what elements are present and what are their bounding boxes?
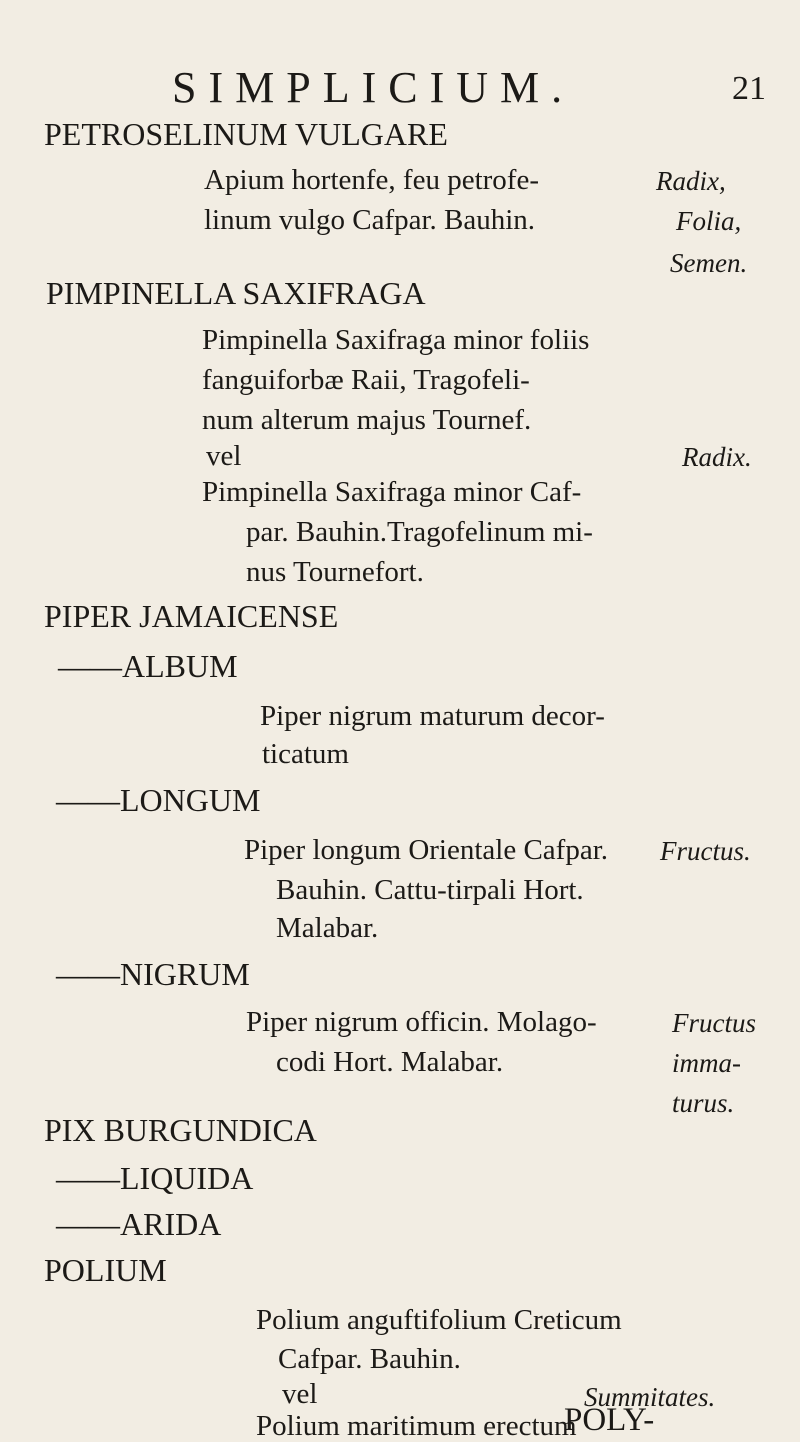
entry-part-label: Summitates. bbox=[584, 1382, 716, 1412]
subentry-heading-nigrum: ——NIGRUM bbox=[56, 956, 250, 992]
entry-text-line: codi Hort. Malabar. bbox=[276, 1046, 504, 1078]
entry-part-label: Radix. bbox=[682, 442, 752, 472]
entry-text-line: Polium maritimum erectum bbox=[256, 1410, 577, 1442]
entry-text-line: Cafpar. Bauhin. bbox=[278, 1343, 461, 1375]
subentry-heading-album: ——ALBUM bbox=[58, 648, 238, 684]
entry-text-line: Pimpinella Saxifraga minor foliis bbox=[202, 324, 590, 356]
entry-heading-piper: PIPER JAMAICENSE bbox=[44, 598, 339, 634]
subentry-heading-longum: ——LONGUM bbox=[56, 782, 261, 818]
entry-part-label: Radix, bbox=[656, 166, 726, 196]
entry-text-line: Piper longum Orientale Cafpar. bbox=[244, 834, 609, 866]
entry-heading-pimpinella: PIMPINELLA SAXIFRAGA bbox=[46, 275, 426, 311]
catchword: POLY- bbox=[564, 1402, 655, 1438]
running-head: SIMPLICIUM. bbox=[172, 63, 575, 112]
entry-text-line: Bauhin. Cattu-tirpali Hort. bbox=[276, 874, 584, 906]
entry-text-line: Pimpinella Saxifraga minor Caf- bbox=[202, 476, 582, 508]
entry-heading-polium: POLIUM bbox=[44, 1252, 167, 1288]
entry-text-line: Piper nigrum officin. Molago- bbox=[246, 1006, 597, 1038]
subentry-heading-liquida: ——LIQUIDA bbox=[56, 1160, 254, 1196]
entry-part-label: Folia, bbox=[676, 206, 742, 236]
entry-text-line: par. Bauhin.Tragofelinum mi- bbox=[246, 516, 593, 548]
subentry-heading-arida: ——ARIDA bbox=[56, 1206, 222, 1242]
entry-part-label: imma- bbox=[672, 1048, 741, 1078]
entry-heading-pix: PIX BURGUNDICA bbox=[44, 1112, 317, 1148]
entry-text-line: num alterum majus Tournef. bbox=[202, 404, 532, 436]
entry-text-line: Malabar. bbox=[276, 912, 379, 944]
entry-text-line: linum vulgo Cafpar. Bauhin. bbox=[204, 204, 536, 236]
vel-connector: vel bbox=[206, 440, 242, 472]
entry-text-line: ticatum bbox=[262, 738, 349, 770]
entry-part-label: Fructus bbox=[672, 1008, 756, 1038]
entry-part-label: turus. bbox=[672, 1088, 735, 1118]
entry-text-line: Polium anguftifolium Creticum bbox=[256, 1304, 622, 1336]
vel-connector: vel bbox=[282, 1378, 318, 1410]
entry-part-label: Fructus. bbox=[660, 836, 751, 866]
entry-text-line: Apium hortenfe, feu petrofe- bbox=[204, 164, 539, 196]
entry-text-line: fanguiforbæ Raii, Tragofeli- bbox=[202, 364, 530, 396]
entry-part-label: Semen. bbox=[670, 248, 748, 278]
entry-heading-petroselinum: PETROSELINUM VULGARE bbox=[44, 116, 448, 152]
entry-text-line: nus Tournefort. bbox=[246, 556, 424, 588]
entry-text-line: Piper nigrum maturum decor- bbox=[260, 700, 605, 732]
page-number: 21 bbox=[732, 70, 766, 107]
